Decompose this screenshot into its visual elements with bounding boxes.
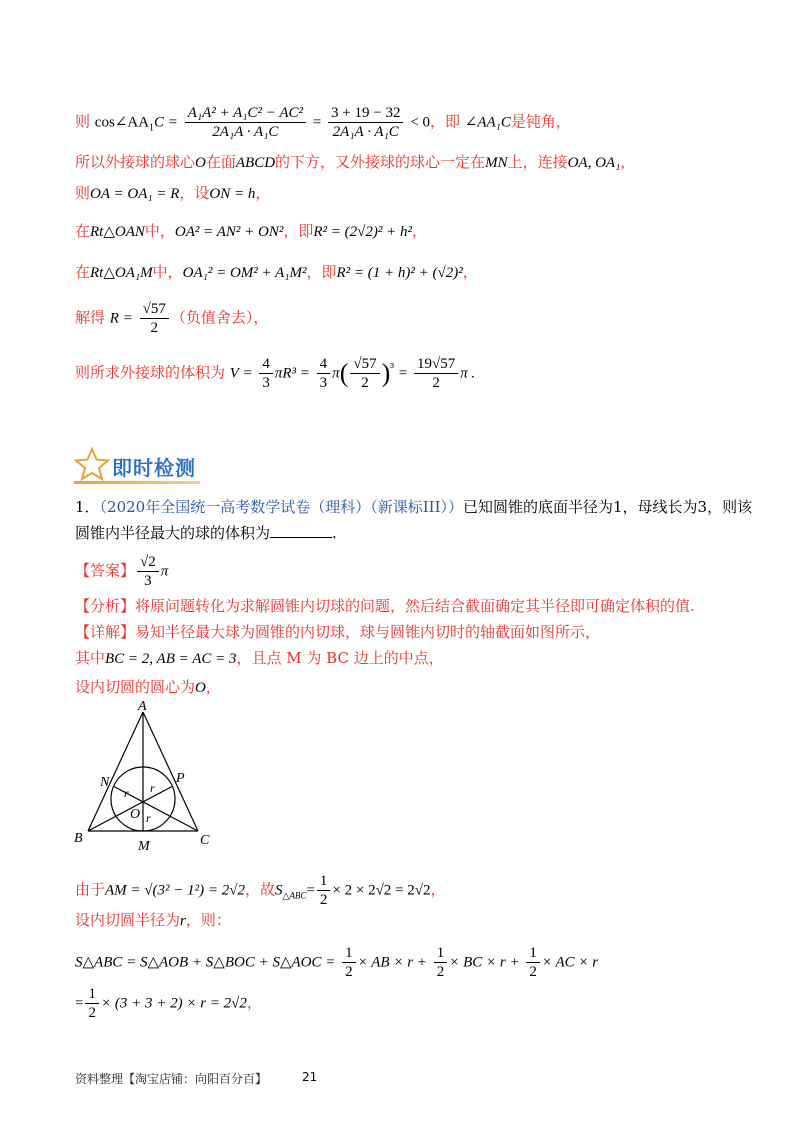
- text: 中，: [144, 222, 175, 240]
- fraction-1: [185, 104, 306, 141]
- numerator: 1: [85, 985, 99, 1004]
- label-r1: r: [124, 786, 129, 800]
- math: ∠AA₁C: [464, 114, 511, 131]
- text: 在面: [205, 153, 236, 171]
- detail-line: [75, 622, 600, 642]
- label-a: A: [138, 699, 147, 714]
- math: S△ABC = S△AOB + S△BOC + S△AOC =: [75, 954, 336, 971]
- incircle-figure: [70, 698, 220, 858]
- section-title: 即时检测: [112, 456, 196, 480]
- math: O: [195, 680, 206, 696]
- math: π: [332, 365, 340, 382]
- math: × BC × r +: [449, 954, 520, 971]
- text: 是钝角，: [510, 112, 571, 131]
- math: πR³ =: [274, 365, 310, 382]
- cos-line: [75, 104, 571, 141]
- answer-line: [75, 553, 168, 590]
- numerator: 1: [526, 944, 540, 963]
- text: （负值舍去），: [170, 308, 269, 327]
- text: ，即: [283, 222, 314, 240]
- denominator: 2: [432, 375, 440, 391]
- text: ，设: [179, 184, 210, 202]
- area-sum-line: [75, 944, 598, 981]
- numerator: 3 + 19 − 32: [328, 104, 403, 123]
- solve-line: [75, 300, 268, 337]
- math: =: [306, 882, 315, 899]
- text: ，: [430, 880, 446, 899]
- fraction-2: [328, 104, 403, 141]
- footer-text: 资料整理【淘宝店铺：向阳百分百】: [75, 1072, 268, 1086]
- math: O: [195, 155, 206, 171]
- analysis-line: [75, 596, 695, 616]
- math: R =: [109, 310, 133, 327]
- text: ，: [205, 678, 221, 696]
- label-m: M: [138, 839, 150, 854]
- math: cos∠AA: [94, 114, 150, 131]
- math: MN: [485, 155, 508, 171]
- fraction: [434, 944, 448, 981]
- fraction: [317, 872, 331, 909]
- detail-text: 易知半径最大球为圆锥的内切球，球与圆锥内切时的轴截面如图所示，: [135, 623, 601, 641]
- fraction-r: [140, 300, 169, 337]
- fraction: [259, 355, 273, 392]
- label-p: P: [176, 771, 185, 786]
- math-sup: ³: [390, 360, 395, 375]
- text: 其中: [75, 649, 106, 667]
- numerator: 4: [317, 355, 331, 374]
- text: ，即: [429, 112, 460, 131]
- radius-line: [75, 183, 270, 204]
- denominator: 2A₁A · A₁C: [332, 124, 399, 140]
- fraction: [350, 355, 379, 392]
- denominator: 2: [361, 375, 369, 391]
- text: .: [332, 524, 337, 542]
- text: 在: [75, 263, 91, 281]
- math: OA, OA₁: [567, 155, 621, 171]
- numerator: A₁A² + A₁C² − AC²: [185, 104, 306, 123]
- math: × 2 × 2√2 = 2√2: [332, 882, 431, 899]
- text: ，且点 M 为 BC 边上的中点，: [236, 649, 444, 667]
- star-icon: [74, 447, 110, 481]
- math-sub: △ABC: [282, 890, 307, 901]
- inradius-line: [75, 910, 231, 931]
- text: 设内切圆的圆心为: [75, 678, 196, 696]
- page-number: 21: [302, 1070, 318, 1084]
- numerator: √2: [137, 553, 159, 572]
- math: C =: [154, 114, 178, 131]
- text: 在: [75, 222, 91, 240]
- numerator: √57: [140, 300, 169, 319]
- text: ，: [246, 993, 262, 1012]
- numerator: √57: [350, 355, 379, 374]
- text: ，即: [306, 263, 337, 281]
- math: OA = OA₁ = R: [90, 186, 180, 202]
- triangle-oa1m-line: [75, 262, 478, 283]
- denominator: 2: [436, 964, 445, 980]
- label-r3: r: [146, 811, 151, 825]
- answer-fraction: [137, 553, 159, 590]
- numerator: 4: [259, 355, 273, 374]
- fraction: [85, 985, 99, 1022]
- math: =: [312, 114, 322, 131]
- math: V =: [229, 365, 253, 382]
- math: r: [180, 913, 186, 929]
- fraction: [342, 944, 356, 981]
- math: ABCD: [235, 155, 276, 171]
- numerator: 1: [434, 944, 448, 963]
- denominator: 2: [150, 320, 158, 336]
- text: ，故: [245, 880, 276, 899]
- center-line: [75, 152, 635, 173]
- math: S: [275, 882, 283, 899]
- math: π: [160, 563, 169, 580]
- math: π .: [460, 365, 476, 382]
- given-line: [75, 648, 444, 669]
- numerator: 19√57: [414, 355, 458, 374]
- answer-blank: [270, 523, 332, 538]
- denominator: 3: [144, 573, 152, 589]
- numerator: 1: [342, 944, 356, 963]
- answer-label: 【答案】: [75, 561, 136, 580]
- fraction: [414, 355, 458, 392]
- math: Rt△OA₁M: [90, 265, 153, 281]
- text: 所以外接球的球心: [75, 153, 196, 171]
- side-ac: [143, 712, 198, 831]
- text: ，: [412, 222, 428, 240]
- text: ，: [462, 263, 478, 281]
- math: BC = 2, AB = AC = 3: [105, 651, 237, 667]
- area-result-line: [75, 985, 262, 1022]
- denominator: 2: [319, 892, 328, 908]
- denominator: 2: [345, 964, 353, 980]
- text: 由于: [75, 880, 106, 899]
- question-line-1: [75, 497, 752, 517]
- text: 解得: [75, 308, 106, 327]
- text: 的下方，又外接球的球心一定在: [275, 153, 486, 171]
- label-r2: r: [150, 781, 155, 795]
- math: OA₁² = OM² + A₁M²: [182, 265, 307, 281]
- denominator: 2A₁A · A₁C: [212, 124, 279, 140]
- denominator: 3: [319, 375, 328, 391]
- text: 中，: [152, 263, 183, 281]
- numerator: 1: [317, 872, 331, 891]
- label-n: N: [100, 775, 110, 790]
- math: =: [75, 995, 84, 1012]
- section-title-underline: [74, 481, 200, 484]
- fraction: [317, 355, 331, 392]
- math: ON = h: [209, 186, 256, 202]
- height-line: [75, 872, 446, 909]
- math: R² = (1 + h)² + (√2)²: [336, 265, 463, 281]
- math-sub: 1: [149, 122, 155, 134]
- math: × AB × r +: [357, 954, 427, 971]
- text: 则所求外接球的体积为: [75, 363, 226, 382]
- math: × (3 + 3 + 2) × r = 2√2: [100, 995, 247, 1012]
- text: 则: [75, 184, 91, 202]
- fraction: [526, 944, 540, 981]
- text: 则: [75, 112, 91, 131]
- question-source: （2020年全国统一高考数学试卷（理科）（新课标III））: [99, 498, 463, 516]
- math: =: [398, 365, 408, 382]
- label-o: O: [130, 807, 141, 822]
- analysis-label: 【分析】: [75, 597, 136, 615]
- text: ，则：: [185, 911, 231, 929]
- math: < 0: [410, 114, 430, 131]
- math: AM = √(3² − 1²) = 2√2: [105, 882, 245, 899]
- question-number: 1．: [75, 498, 100, 516]
- denominator: 3: [262, 375, 270, 391]
- volume-line: 则所求外接球的体积为 V = $\frac{4}{3}$ πR³ = $\frac{4}{3}$ π( $\frac{√57}{2}$ )$^{^3}$ = $\frac{19√57}{2}$ π .: [75, 356, 476, 391]
- text: ，: [620, 153, 636, 171]
- detail-label: 【详解】: [75, 623, 136, 641]
- math: OA² = AN² + ON²: [174, 224, 284, 240]
- text: 上，连接: [507, 153, 568, 171]
- label-c: C: [200, 833, 210, 848]
- question-line-2: [75, 523, 337, 543]
- denominator: 2: [529, 964, 537, 980]
- analysis-text: 将原问题转化为求解圆锥内切球的问题，然后结合截面确定其半径即可确定体积的值.: [135, 597, 695, 615]
- question-text: 圆锥内半径最大的球的体积为: [75, 524, 271, 542]
- text: 设内切圆半径为: [75, 911, 181, 929]
- math: R² = (2√2)² + h²: [313, 224, 413, 240]
- incenter-line: [75, 677, 221, 698]
- label-b: B: [74, 831, 83, 846]
- math: Rt△OAN: [90, 224, 145, 240]
- triangle-oan-line: [75, 221, 427, 242]
- math: × AC × r: [541, 954, 599, 971]
- denominator: 2: [88, 1005, 96, 1021]
- question-text: 已知圆锥的底面半径为1，母线长为3，则该: [463, 498, 753, 516]
- text: ，: [255, 184, 271, 202]
